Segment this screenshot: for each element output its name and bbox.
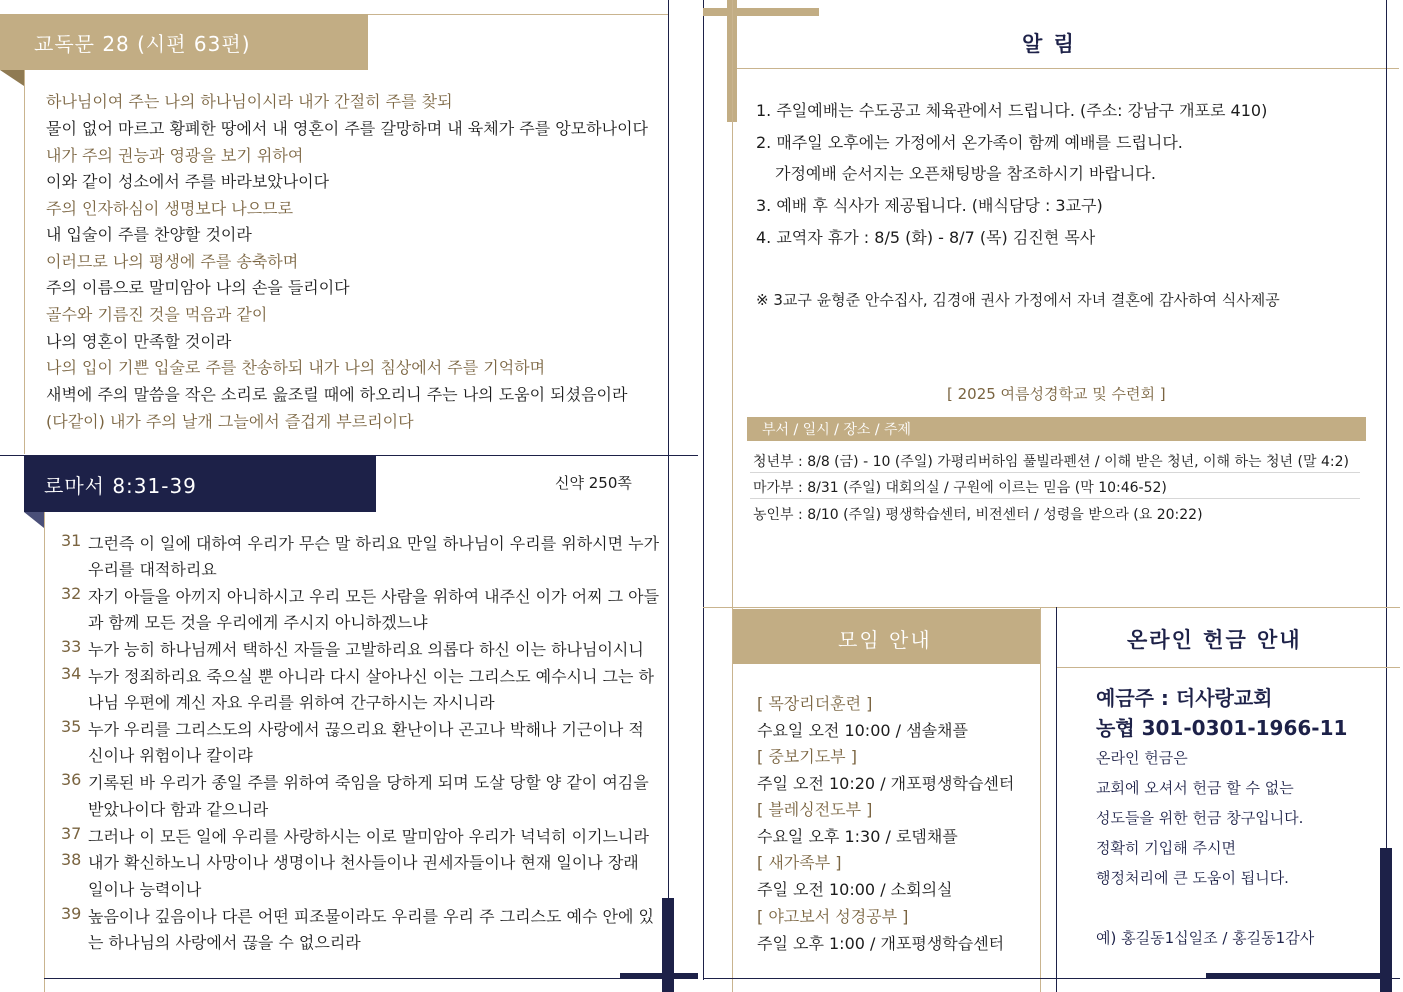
meeting-detail: 주일 오전 10:00 / 소회의실 [757, 880, 953, 899]
camp-row-divider [750, 472, 1360, 473]
verse-text: 기록된 바 우리가 종일 주를 위하여 죽임을 당하게 되며 도살 당할 양 같이 여김을 [88, 773, 649, 792]
verse-text: 그런즉 이 일에 대하여 우리가 무슨 말 하리요 만일 하나님이 우리를 위하시면 누가 [88, 534, 660, 553]
verse-text: 우리를 대적하리요 [88, 560, 217, 579]
verse-number: 37 [61, 824, 82, 843]
verse-number: 35 [61, 717, 82, 736]
frame-line-left-top [24, 14, 25, 454]
frame-line-meeting-right [1040, 607, 1041, 992]
reading-line: 물이 없어 마르고 황폐한 땅에서 내 영혼이 주를 갈망하며 내 육체가 주를 앙모하나이다 [46, 119, 648, 138]
verse-text: 는 하나님의 사랑에서 끊을 수 없으리라 [88, 933, 361, 952]
frame-line-far-right [1386, 0, 1387, 992]
account-holder: 예금주 : 더사랑교회 [1096, 686, 1273, 710]
meeting-category: [ 새가족부 ] [757, 853, 842, 872]
verse-text: 그러나 이 모든 일에 우리를 사랑하시는 이로 말미암아 우리가 넉넉히 이기느니라 [88, 827, 649, 846]
notice-item: 4. 교역자 휴가 : 8/5 (화) - 8/7 (목) 김진현 목사 [756, 228, 1096, 247]
corner-accent-right [1380, 848, 1392, 992]
frame-line-bottom-right [703, 978, 1400, 979]
verse-number: 36 [61, 770, 82, 789]
meetings-title: 모임 안내 [838, 628, 932, 652]
frame-line-offering-under [1057, 667, 1400, 668]
scripture-page-ref: 신약 250쪽 [555, 474, 632, 492]
verse-text: 자기 아들을 아끼지 아니하시고 우리 모든 사람을 위하여 내주신 이가 어찌 그 아들 [88, 587, 660, 606]
verse-number: 31 [61, 531, 82, 550]
camp-row: 청년부 : 8/8 (금) - 10 (주일) 가평리버하임 풀빌라펜션 / 이해 받은 청년, 이해 하는 청년 (말 4:2) [753, 454, 1349, 470]
frame-line-right-vertical-1 [703, 0, 704, 980]
reading-line: 새벽에 주의 말씀을 작은 소리로 읊조릴 때에 하오리니 주는 나의 도움이 되셨음이라 [46, 385, 628, 404]
meeting-category: [ 야고보서 성경공부 ] [757, 907, 909, 926]
camp-title: [ 2025 여름성경학교 및 수련회 ] [947, 385, 1166, 403]
reading-line: 나의 영혼이 만족할 것이라 [46, 332, 232, 351]
frame-line-left-vertical [668, 0, 669, 992]
reading-line: 주의 이름으로 말미암아 나의 손을 들리이다 [46, 278, 350, 297]
reading-line: 하나님이여 주는 나의 하나님이시라 내가 간절히 주를 찾되 [46, 92, 453, 111]
verse-text: 누가 능히 하나님께서 택하신 자들을 고발하리요 의롭다 하신 이는 하나님이시니 [88, 640, 644, 659]
verse-number: 33 [61, 637, 82, 656]
reading-line: 나의 입이 기쁜 입술로 주를 찬송하되 내가 나의 침상에서 주를 기억하며 [46, 358, 546, 377]
reading-line: 내 입술이 주를 찬양할 것이라 [46, 225, 252, 244]
verse-number: 32 [61, 584, 82, 603]
reading-line: (다같이) 내가 주의 날개 그늘에서 즐겁게 부르리이다 [46, 412, 414, 431]
header-fold-triangle [0, 70, 24, 86]
offering-description: 성도들을 위한 헌금 창구입니다. [1096, 809, 1304, 827]
offering-description: 온라인 헌금은 [1096, 749, 1188, 767]
meeting-category: [ 중보기도부 ] [757, 747, 857, 766]
offering-description: 정확히 기입해 주시면 [1096, 839, 1236, 857]
meeting-detail: 수요일 오전 10:00 / 샘솔채플 [757, 721, 968, 740]
frame-line-mid-right [703, 607, 1400, 608]
reading-line: 이와 같이 성소에서 주를 바라보았나이다 [46, 172, 330, 191]
gold-cross-horizontal [703, 8, 819, 16]
verse-number: 34 [61, 664, 82, 683]
camp-row-divider [750, 498, 1360, 499]
camp-header: 부서 / 일시 / 장소 / 주제 [762, 422, 912, 438]
meeting-detail: 주일 오전 10:20 / 개포평생학습센터 [757, 774, 1015, 793]
camp-row: 마가부 : 8/31 (주일) 대회의실 / 구원에 이르는 믿음 (막 10:46-52) [753, 480, 1167, 496]
scripture-fold-triangle [24, 512, 44, 528]
verse-text: 누가 우리를 그리스도의 사랑에서 끊으리요 환난이나 곤고나 박해나 기근이나 적 [88, 720, 644, 739]
offering-description: 행정처리에 큰 도움이 됩니다. [1096, 869, 1289, 887]
meeting-category: [ 블레싱전도부 ] [757, 800, 873, 819]
verse-text: 받았나이다 함과 같으니라 [88, 800, 269, 819]
corner-accent-left-h [620, 973, 698, 978]
notice-item: 3. 예배 후 식사가 제공됩니다. (배식담당 : 3교구) [756, 196, 1103, 215]
camp-row: 농인부 : 8/10 (주일) 평생학습센터, 비전센터 / 성령을 받으라 (요 20:22) [753, 507, 1203, 523]
account-number: 농협 301-0301-1966-11 [1096, 716, 1348, 740]
reading-line: 내가 주의 권능과 영광을 보기 위하여 [46, 146, 304, 165]
scripture-title: 로마서 8:31-39 [44, 474, 197, 498]
notice-item: 1. 주일예배는 수도공고 체육관에서 드립니다. (주소: 강남구 개포로 410) [756, 101, 1268, 120]
reading-line: 주의 인자하심이 생명보다 나으므로 [46, 199, 294, 218]
verse-text: 높음이나 깊음이나 다른 어떤 피조물이라도 우리를 우리 주 그리스도 예수 안에 있 [88, 907, 654, 926]
verse-text: 나님 우편에 계신 자요 우리를 위하여 간구하시는 자시니라 [88, 693, 495, 712]
offering-description: 교회에 오셔서 헌금 할 수 없는 [1096, 779, 1294, 797]
frame-line-notice-under [737, 68, 1399, 69]
verse-text: 내가 확신하노니 사망이나 생명이나 천사들이나 권세자들이나 현재 일이나 장래 [88, 853, 639, 872]
responsive-reading-title: 교독문 28 (시편 63편) [34, 32, 251, 56]
verse-text: 과 함께 모든 것을 우리에게 주시지 아니하겠느냐 [88, 613, 428, 632]
frame-line-offering-left [1056, 607, 1057, 992]
meeting-detail: 수요일 오후 1:30 / 로뎀채플 [757, 827, 958, 846]
online-offering-title: 온라인 헌금 안내 [1127, 628, 1302, 652]
notice-thanks: ※ 3교구 윤형준 안수집사, 김경애 권사 가정에서 자녀 결혼에 감사하여 식사제공 [756, 291, 1280, 309]
reading-line: 골수와 기름진 것을 먹음과 같이 [46, 305, 268, 324]
verse-text: 누가 정죄하리요 죽으실 뿐 아니라 다시 살아나신 이는 그리스도 예수시니 그는 하 [88, 667, 654, 686]
meeting-detail: 주일 오후 1:00 / 개포평생학습센터 [757, 934, 1005, 953]
verse-text: 신이나 위험이나 칼이랴 [88, 746, 253, 765]
frame-line-bottom-left [44, 978, 698, 979]
notices-title: 알 림 [1022, 32, 1076, 56]
offering-example: 예) 홍길동1십일조 / 홍길동1감사 [1096, 929, 1315, 947]
frame-line-left-col [44, 456, 45, 992]
notice-item: 2. 매주일 오후에는 가정에서 온가족이 함께 예배를 드립니다. [756, 133, 1183, 152]
verse-number: 39 [61, 904, 82, 923]
reading-line: 이러므로 나의 평생에 주를 송축하며 [46, 252, 299, 271]
verse-text: 일이나 능력이나 [88, 880, 202, 899]
verse-number: 38 [61, 850, 82, 869]
frame-line-right-col [732, 0, 733, 992]
meeting-category: [ 목장리더훈련 ] [757, 694, 873, 713]
notice-item: 가정예배 순서지는 오픈채팅방을 참조하시기 바랍니다. [775, 164, 1156, 183]
